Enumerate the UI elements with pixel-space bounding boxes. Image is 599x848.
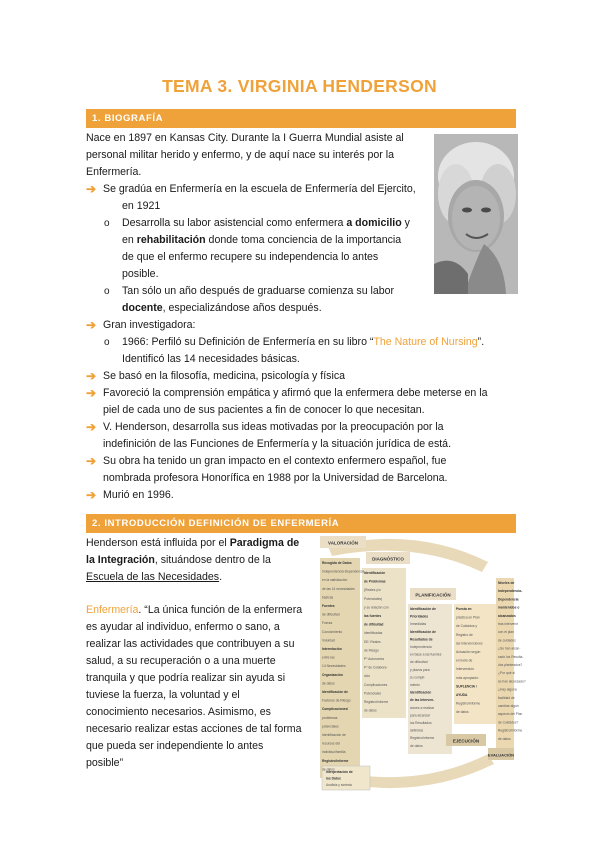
- diagram-col5-line: tras intervenir: [498, 622, 518, 626]
- diagram-col1-line: Complicaciones/: [322, 707, 349, 712]
- sub-bullet-marker: o: [104, 218, 110, 229]
- diagram-col3-line: de dificultad: [410, 660, 428, 665]
- page-title: TEMA 3. VIRGINIA HENDERSON: [162, 76, 437, 96]
- bullet-murio: Murió en 1996.: [103, 489, 174, 501]
- diagram-col3-line: en base a las fuentes: [410, 652, 442, 657]
- intro-paradigma-line-3: Escuela de las Necesidades.: [86, 571, 223, 583]
- diagram-col5-line: dos planteados?: [498, 663, 523, 667]
- diagram-col2-line: de Problemas: [364, 579, 386, 584]
- diagram-col5-line: zado los Resulta-: [498, 654, 524, 659]
- sub-bullet-domicilio-line-2: en rehabilitación donde toma conciencia de la importancia: [122, 234, 402, 246]
- diagram-col1-line: Voluntad: [322, 638, 335, 643]
- diagram-col4-line: Actuación según: [456, 650, 481, 654]
- diagram-col3-line: de las Interven-: [410, 698, 435, 703]
- bio-intro-line-1: Nace en 1897 en Kansas City. Durante la I Guerra Mundial asiste al: [86, 132, 404, 144]
- diagram-col4-line: más apropiado:: [456, 675, 479, 680]
- diagram-col1-line: Conocimiento: [322, 629, 343, 634]
- definicion-line-1: Enfermería. “La única función de la enfermera: [86, 604, 303, 616]
- diagram-col1-line: entre las: [322, 655, 335, 660]
- diagram-col5-line: cambiar algún: [498, 704, 519, 708]
- diagram-col5-line: aspecto del Plan: [498, 712, 523, 717]
- bullet-investigadora: Gran investigadora:: [103, 319, 196, 331]
- bio-intro-line-2: personal militar herido y enfermo, y de aquí nace su interés por la: [86, 149, 394, 161]
- diagram-col2-line: Pº Autonomía: [364, 657, 385, 661]
- diagram-col3-line: ciones a realizar: [410, 705, 435, 710]
- definicion-line-5: tranquila y que podría realizar sin ayuda si: [86, 672, 286, 684]
- sub-bullet-nature-line-1: 1966: Perfiló su Definición de Enfermería en su libro “The Nature of Nursing”.: [122, 336, 485, 348]
- arrow-bullet-icon: ➔: [86, 454, 97, 468]
- diagram-col4-line: las Intervenciones: [456, 641, 483, 646]
- arrow-bullet-icon: ➔: [86, 182, 97, 196]
- diagram-col3-line: Identificación de: [410, 629, 437, 634]
- stage-valoracion-label: VALORACIÓN: [328, 540, 358, 546]
- diagram-col2-line: DE: Reales: [364, 639, 381, 644]
- bio-intro-line-3: Enfermería.: [86, 166, 142, 178]
- stage-ejecucion-label: EJECUCIÓN: [452, 738, 480, 744]
- diagram-col1-line: de dificultad: [322, 612, 340, 617]
- diagram-col1-line: individuo/familia: [322, 750, 346, 755]
- diagram-col2-line: y su relación con: [364, 605, 389, 610]
- bullet-ideas-line-1: V. Henderson, desarrolla sus ideas motivadas por la preocupación por la: [103, 421, 444, 433]
- sub-bullet-domicilio-line-3: de que el enfermo recupere su independencia lo antes: [122, 251, 379, 263]
- diagram-col1-line: Independencia-Dependencia: [322, 569, 365, 574]
- diagram-col3-line: de datos: [410, 743, 423, 748]
- diagram-col1-line: Identificación de: [322, 690, 349, 694]
- definicion-line-10: posible”: [86, 757, 124, 769]
- diagram-col5-line: mantenidos o: [498, 605, 520, 610]
- diagram-col3-line: Registro/informe: [410, 736, 435, 741]
- diagram-col5-line: ¿Por qué sí: [498, 671, 516, 676]
- arrow-bullet-icon: ➔: [86, 318, 97, 332]
- intro-paradigma-line-1: Henderson está influida por el Paradigma de: [86, 537, 300, 549]
- diagram-col5-line: Registro/informe: [498, 728, 523, 733]
- diagram-col5-line: con el plan: [498, 630, 514, 635]
- sub-bullet-marker: o: [104, 337, 110, 348]
- definicion-line-7: conocimiento necesarios. Asimismo, es: [86, 706, 271, 718]
- portrait-photo: [434, 134, 518, 294]
- diagram-col5-line: de datos: [498, 736, 511, 741]
- diagram-col1-line: potenciales: [322, 724, 339, 729]
- diagram-col5-line: se han alcanzado?: [498, 679, 526, 684]
- diagram-col2-line: identificadas: [364, 631, 383, 636]
- diagram-col2-line: Pº de Colabora-: [364, 665, 388, 670]
- diagram-col2-line: ción: [364, 674, 371, 679]
- diagram-col3-line: los Resultados: [410, 721, 432, 725]
- diagram-col1-line: problemas: [322, 715, 338, 720]
- stage-diagnostico-label: DIAGNÓSTICO: [372, 556, 404, 562]
- diagram-col4-line: de Cuidados y: [456, 624, 478, 629]
- diagram-col5-line: Niveles de: [498, 581, 515, 585]
- section-header-introduccion: 2. INTRODUCCIÓN DEFINICIÓN DE ENFERMERÍA: [86, 514, 516, 533]
- definicion-line-4: salud, a su recuperación o a una muerte: [86, 655, 276, 667]
- diagram-col4-line: práctica en Plan: [456, 615, 480, 620]
- diagram-col2-line: de dificultad: [364, 622, 384, 627]
- diagram-col5-line: de cuidados: [498, 638, 516, 643]
- sub-bullet-nature-line-2: Identificó las 14 necesidades básicas.: [122, 353, 300, 365]
- diagram-col5-line: Dependencia: [498, 597, 519, 602]
- diagram-col1-line: 14 Necesidades: [322, 664, 346, 669]
- bullet-empatica-line-1: Favoreció la comprensión empática y afirmó que la enfermera debe meterse en la: [103, 387, 488, 399]
- arrow-bullet-icon: ➔: [86, 488, 97, 502]
- diagram-col4-line: de datos: [456, 710, 469, 715]
- diagram-bottom_box-line: Interpretación de: [326, 770, 353, 774]
- diagram-col4-line: Puesta en: [456, 607, 472, 611]
- definicion-line-3: realizar las actividades que contribuyen a su: [86, 638, 295, 650]
- diagram-col3-line: Resultados de: [410, 637, 433, 642]
- definicion-line-2: es ayudar al individuo, enfermo o sano, a: [86, 621, 280, 633]
- sub-bullet-domicilio-line-1: Desarrolla su labor asistencial como enfermera a domicilio y: [122, 217, 410, 229]
- sub-bullet-marker: o: [104, 286, 110, 297]
- bullet-empatica-line-2: piel de cada uno de sus pacientes a fin de conocer lo que necesitan.: [103, 404, 425, 416]
- diagram-col2-line: de datos: [364, 708, 377, 713]
- diagram-col5-line: facilidad de: [498, 695, 515, 700]
- diagram-col4-line: AYUDA: [456, 693, 468, 697]
- bullet-bases: Se basó en la filosofía, medicina, psicología y física: [103, 370, 346, 382]
- bullet-impacto-line-1: Su obra ha tenido un gran impacto en el contexto enfermero español, fue: [103, 455, 447, 467]
- stage-planificacion-label: PLANIFICACIÓN: [415, 592, 451, 598]
- sub-bullet-domicilio-line-4: posible.: [122, 268, 159, 280]
- diagram-col4-line: Registro de: [456, 632, 473, 637]
- diagram-col1-line: Identificación de: [322, 733, 346, 737]
- diagram-col3-line: miento: [410, 683, 420, 687]
- diagram-col2-line: Potenciales): [364, 596, 383, 601]
- diagram-col5-line: ¿Hay alguna: [498, 687, 517, 692]
- diagram-col3-line: Identificación: [410, 690, 432, 695]
- diagram-col1-line: de datos: [322, 681, 335, 686]
- diagram-col5-line: ¿Se han alcan-: [498, 646, 521, 651]
- diagram-col5-line: Independencia-: [498, 589, 523, 594]
- diagram-col1-line: Recogida de Datos: [322, 561, 352, 565]
- diagram-col1-line: Factores de Riesgo: [322, 698, 351, 703]
- diagram-col3-line: Independencia: [410, 645, 432, 649]
- nursing-process-diagram: [318, 532, 526, 802]
- arrow-bullet-icon: ➔: [86, 386, 97, 400]
- diagram-col1-line: Registro/informe: [322, 758, 349, 763]
- diagram-col3-line: para alcanzar: [410, 713, 430, 718]
- portrait-illustration: [434, 134, 518, 294]
- diagram-col3-line: Identificación de: [410, 607, 437, 611]
- diagram-bottom_box-line: Análisis y síntesis: [326, 783, 353, 787]
- diagram-col2-line: Potenciales: [364, 691, 382, 696]
- diagram-col4-line: Intervención: [456, 667, 474, 672]
- sub-bullet-docente-line-1: Tan sólo un año después de graduarse comienza su labor: [122, 285, 395, 297]
- diagram-col2-line: (Reales y/o: [364, 588, 381, 593]
- diagram-col4-line: SUPLENCIA /: [456, 684, 477, 689]
- diagram-col1-line: Organización: [322, 672, 343, 677]
- diagram-bottom_box-line: los Datos: [326, 776, 341, 781]
- diagram-col3-line: su cumpli-: [410, 675, 426, 680]
- diagram-col2-line: Complicaciones: [364, 682, 388, 687]
- definicion-line-8: necesario realizar estas acciones de tal forma: [86, 723, 302, 735]
- diagram-col1-line: en la satisfacción: [322, 578, 348, 583]
- diagram-col3-line: Prioridades: [410, 614, 429, 619]
- section-header-biografia: 1. BIOGRAFÍA: [86, 109, 516, 128]
- bullet-ideas-line-2: indefinición de las Funciones de Enfermería y la situación jurídica de está.: [103, 438, 452, 450]
- diagram-col4-line: el modo de: [456, 658, 473, 663]
- diagram-col1-line: Interrelación: [322, 647, 342, 651]
- arrow-bullet-icon: ➔: [86, 420, 97, 434]
- column-ejecucion: [454, 604, 496, 724]
- diagram-col1-line: de las 14 necesidades: [322, 586, 355, 591]
- diagram-col2-line: Identificación: [364, 571, 386, 575]
- intro-paradigma-line-2: la Integración, situándose dentro de la: [86, 554, 271, 566]
- arrow-bullet-icon: ➔: [86, 369, 97, 383]
- diagram-col1-line: Fuerza: [322, 621, 333, 626]
- diagram-col3-line: definidos: [410, 728, 424, 733]
- diagram-col1-line: Fuentes: [322, 604, 335, 608]
- diagram-col3-line: Inmediatas: [410, 622, 427, 627]
- sub-bullet-docente-line-2: docente, especializándose años después.: [122, 302, 322, 314]
- diagram-col2-line: las fuentes: [364, 614, 382, 618]
- diagram-col1-line: básicas: [322, 595, 334, 600]
- definicion-line-6: tuviese la fuerza, la voluntad y el: [86, 689, 240, 701]
- stage-evaluacion-label: EVALUACIÓN: [487, 752, 515, 758]
- diagram-col1-line: de datos: [322, 767, 335, 772]
- bullet-graduation-line-1: Se gradúa en Enfermería en la escuela de Enfermería del Ejercito,: [103, 183, 416, 195]
- diagram-col2-line: Registro/informe: [364, 700, 389, 704]
- diagram-col1-line: recursos del: [322, 741, 340, 746]
- definicion-line-9: que pueda ser independiente lo antes: [86, 740, 264, 752]
- diagram-col3-line: y plazos para: [410, 667, 430, 672]
- nursing-process-graphic: [318, 532, 526, 802]
- diagram-col5-line: de Cuidados?: [498, 720, 519, 725]
- diagram-col5-line: alcanzados: [498, 613, 516, 618]
- bullet-graduation-line-2: en 1921: [122, 200, 161, 212]
- diagram-col2-line: de Riesgo: [364, 648, 379, 653]
- diagram-col4-line: Registro/informe: [456, 701, 481, 706]
- bullet-impacto-line-2: nombrada profesora Honorífica en 1988 por la Universidad de Barcelona.: [103, 472, 448, 484]
